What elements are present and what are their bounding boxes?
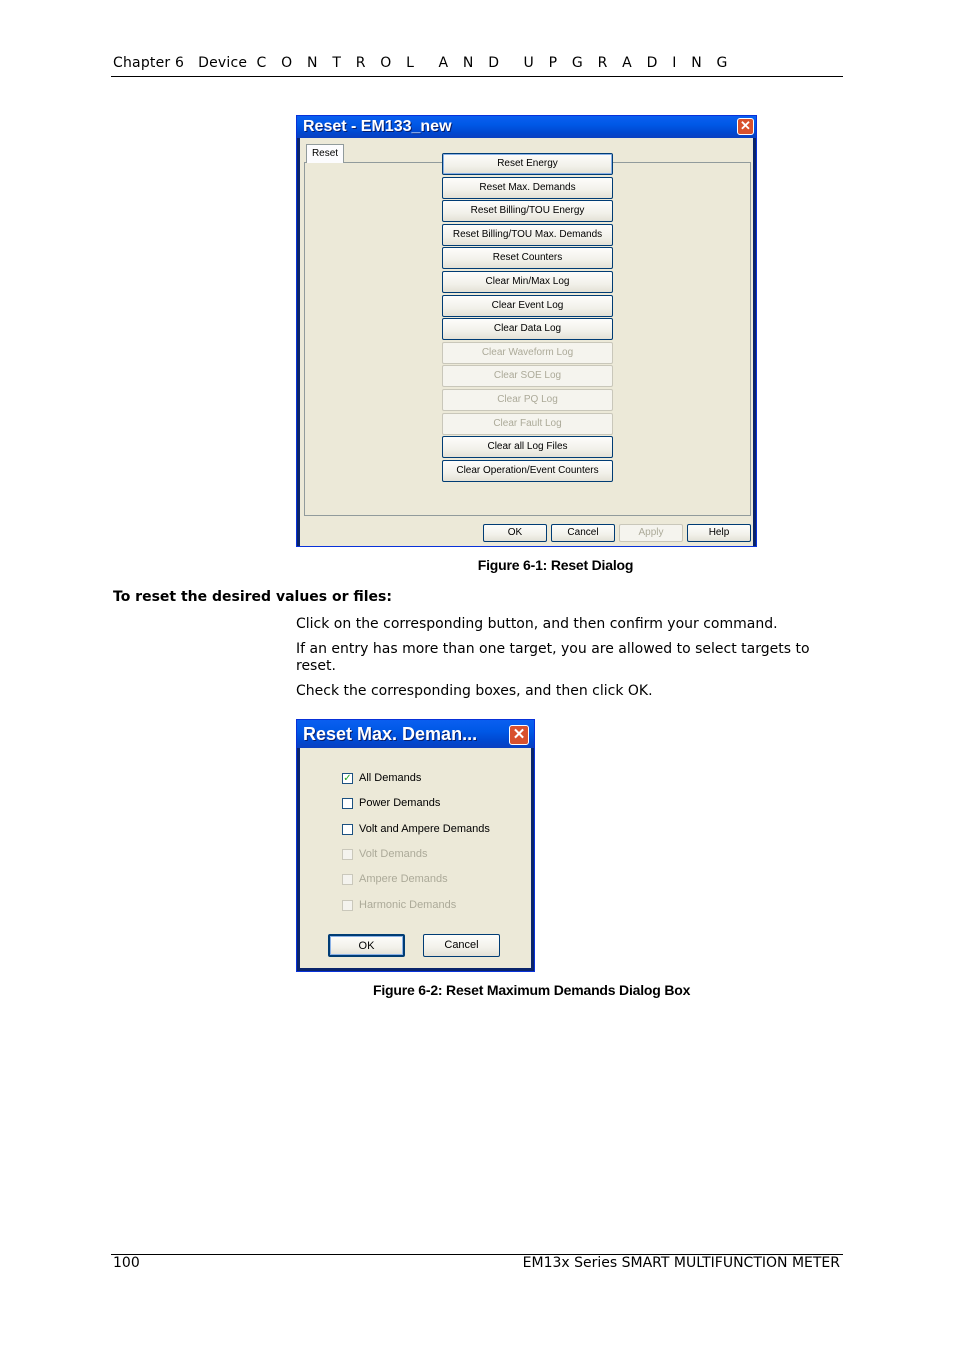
apply-button[interactable]: Apply bbox=[619, 524, 683, 542]
instructions-lead: To reset the desired values or files: bbox=[113, 589, 392, 605]
ok-button[interactable]: OK bbox=[328, 934, 405, 957]
checkbox-label: Volt Demands bbox=[359, 848, 428, 860]
instruction-paragraph-2: If an entry has more than one target, you are allowed to select targets to reset. bbox=[296, 641, 810, 674]
dialog-client-2 bbox=[300, 748, 531, 968]
reset-action-button[interactable]: Clear PQ Log bbox=[442, 389, 613, 411]
ok-button[interactable]: OK bbox=[483, 524, 547, 542]
header-rule bbox=[111, 76, 843, 77]
dialog-title: Reset - EM133_new bbox=[303, 118, 452, 135]
reset-action-button[interactable]: Clear all Log Files bbox=[442, 436, 613, 458]
reset-action-button[interactable]: Clear Fault Log bbox=[442, 413, 613, 435]
instruction-paragraph-1: Click on the corresponding button, and then confirm your command. bbox=[296, 616, 778, 632]
checkbox-label: Harmonic Demands bbox=[359, 899, 457, 911]
checkbox-label: All Demands bbox=[359, 772, 422, 784]
dialog-title-2: Reset Max. Deman... bbox=[303, 724, 478, 744]
page-header bbox=[113, 55, 733, 71]
reset-action-button[interactable]: Reset Billing/TOU Energy bbox=[442, 200, 613, 222]
cancel-button[interactable]: Cancel bbox=[551, 524, 615, 542]
figure-caption-2: Figure 6-2: Reset Maximum Demands Dialog Box bbox=[373, 982, 691, 998]
reset-action-button[interactable]: Clear Operation/Event Counters bbox=[442, 460, 613, 482]
checkbox-label: Volt and Ampere Demands bbox=[359, 823, 490, 835]
reset-action-button[interactable]: Clear SOE Log bbox=[442, 365, 613, 387]
dialog-client bbox=[300, 138, 753, 546]
reset-action-button[interactable]: Clear Data Log bbox=[442, 318, 613, 340]
reset-action-button[interactable]: Clear Waveform Log bbox=[442, 342, 613, 364]
checkbox-label: Power Demands bbox=[359, 797, 441, 809]
close-icon[interactable]: ✕ bbox=[509, 725, 529, 745]
section-label-a: Device bbox=[198, 55, 248, 71]
checkbox[interactable] bbox=[342, 824, 353, 835]
title-bar-2 bbox=[297, 720, 534, 748]
reset-max-demands-dialog bbox=[296, 719, 535, 972]
tab-reset[interactable]: Reset bbox=[306, 144, 344, 163]
instruction-paragraph-3: Check the corresponding boxes, and then click OK. bbox=[296, 683, 653, 699]
reset-action-button[interactable]: Reset Billing/TOU Max. Demands bbox=[442, 224, 613, 246]
checkbox[interactable] bbox=[342, 900, 353, 911]
help-button[interactable]: Help bbox=[687, 524, 751, 542]
title-bar bbox=[297, 116, 756, 138]
chapter-label: Chapter 6 bbox=[113, 55, 185, 71]
reset-action-button[interactable]: Clear Event Log bbox=[442, 295, 613, 317]
checkbox-checked[interactable]: ✓ bbox=[343, 773, 352, 784]
reset-action-button[interactable]: Reset Counters bbox=[442, 247, 613, 269]
reset-action-button[interactable]: Clear Min/Max Log bbox=[442, 271, 613, 293]
checkbox[interactable] bbox=[342, 798, 353, 809]
product-name: EM13x Series SMART MULTIFUNCTION METER bbox=[522, 1255, 840, 1271]
reset-action-button[interactable]: Reset Max. Demands bbox=[442, 177, 613, 199]
section-label-b: C O N T R O L A N D U P G R A D I N G bbox=[256, 55, 733, 71]
figure-caption-1: Figure 6-1: Reset Dialog bbox=[477, 557, 634, 573]
page-number: 100 bbox=[113, 1255, 140, 1271]
reset-action-button[interactable]: Reset Energy bbox=[442, 153, 613, 175]
checkbox-label: Ampere Demands bbox=[359, 873, 448, 885]
checkbox[interactable] bbox=[342, 874, 353, 885]
checkbox[interactable] bbox=[342, 849, 353, 860]
cancel-button[interactable]: Cancel bbox=[423, 934, 500, 957]
reset-dialog bbox=[296, 115, 757, 547]
close-icon[interactable]: ✕ bbox=[737, 118, 754, 135]
